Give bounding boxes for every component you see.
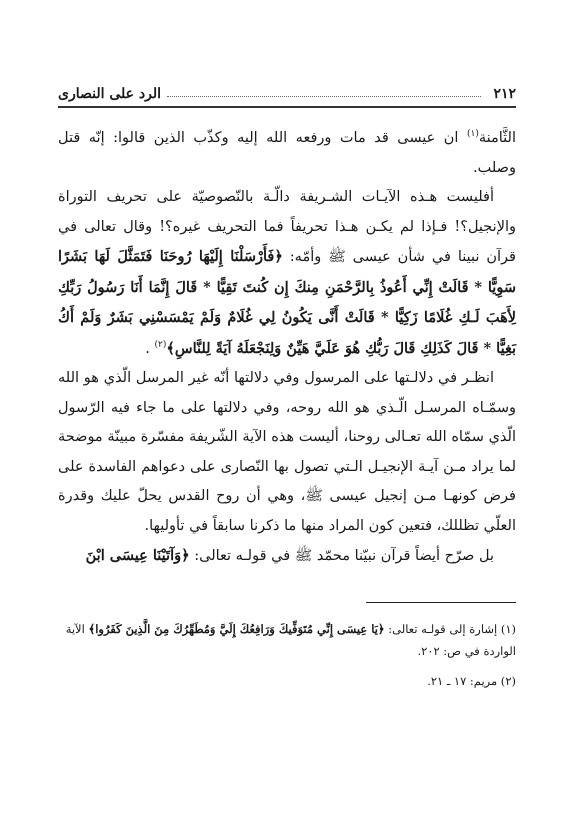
quran-quote-maryam: ﴿فَأَرْسَلْنَا إِلَيْهَا رُوحَنَا فَتَمَثَّلَ لَهَا بَشَرًا سَوِيًّا * قَالَتْ إِنِّي أَعُوذُ بِالرَّحْمَنِ مِنكَ إِن كُنتَ تَقِيًّا * قَالَ إِنَّمَا أَنَا رَسُولُ رَبِّكِ لِأَهَبَ لَـكِ غُلَامًا زَكِيًّا * قَالَتْ أَنَّى يَكُونُ لِي غُلَامٌ وَلَمْ يَمْسَسْنِي بَشَرٌ وَلَمْ أَكُ بَغِيًّا * قَالَ كَذَلِكِ قَالَ رَبُّكِ هُوَ عَلَيَّ هَيِّنٌ وَلِنَجْعَلَهُ آيَةً لِلنَّاسِ﴾ [58, 248, 516, 357]
paragraph-4 [58, 541, 516, 572]
paragraph-3: انظـر في دلالـتها على المرسول وفي دلالتها أنّه غير المرسل الّذي هو الله وسمّـاه المرسـل الّـذي هو الله روحه، وفي دلالتها على ما جاء فيه الرّسول الّذي سمّاه الله تعـالى روحنا، أليست هذه الآية الشّريفة مفسّرة مبينّة موضحة لما يراد مـن آيـة الإنجيـل الـتي تصول بها النّصارى على دعواهم الفاسدة على فرض كونهـا مـن إنجيل عيسى ﷺ، وهي أن روح القدس يحلّ عليك وقدرة العلّي تظللك، فتعين كون المراد منها ما ذكرنا سابقاً في تأوليها. [58, 370, 516, 534]
running-title: الرد على النصارى [58, 86, 162, 102]
paragraph-1-lead: الثَّامنة [478, 130, 516, 146]
footnote-ref-2[interactable]: (٢) [154, 339, 167, 350]
footnote-separator [366, 602, 516, 603]
header-dot-leader [167, 95, 481, 97]
footnote-ref-1[interactable]: (١) [466, 129, 479, 140]
paragraph-2-end: . [145, 340, 155, 357]
footnote-2: (٢) مريم: ١٧ ـ ٢١. [427, 674, 516, 688]
paragraph-4-text: بل صرّح أيضاً قرآن نبيّنا محمّد ﷺ في قولـه تعالى: [189, 548, 494, 564]
header-rule [58, 106, 516, 108]
footnotes [58, 618, 516, 700]
footnote-1 [58, 618, 516, 662]
paragraph-2 [58, 183, 516, 364]
paragraph-2-text: أفليست هـذه الآيـات الشـريفة دالّـة بالنّصوصيّة على تحريف التوراة والإنجيل؟! فـإذا لم يكـن هـذا تحريفاً فما التحريف غيره؟! وقال تعالى في قرآن نبينا في شأن عيسى ﷺ وأمّه: [58, 189, 516, 265]
footnote-1-lead: (١) إشارة إلى قولـه تعالى: [384, 622, 516, 636]
quran-quote-continued: ﴿وَآتَيْنَا عِيسَى ابْنَ [85, 547, 190, 564]
main-text [58, 124, 516, 572]
paragraph-1 [58, 124, 516, 183]
page-number: ٢١٢ [493, 86, 516, 102]
running-header [58, 78, 516, 102]
paragraph-1-text: ان عيسى قد مات ورفعه الله إليه وكذّب الذين قالوا: إنّه قتل وصلب. [58, 130, 516, 176]
footnote-1-quran: ﴿يَا عِيسَى إِنِّي مُتَوَفِّيكَ وَرَافِعُكَ إِلَيَّ وَمُطَهِّرُكَ مِنَ الَّذِينَ كَفَرُوا﴾ [88, 622, 385, 636]
footnote-1-tail: الآية الواردة في ص: ٢٠٢. [65, 622, 516, 658]
